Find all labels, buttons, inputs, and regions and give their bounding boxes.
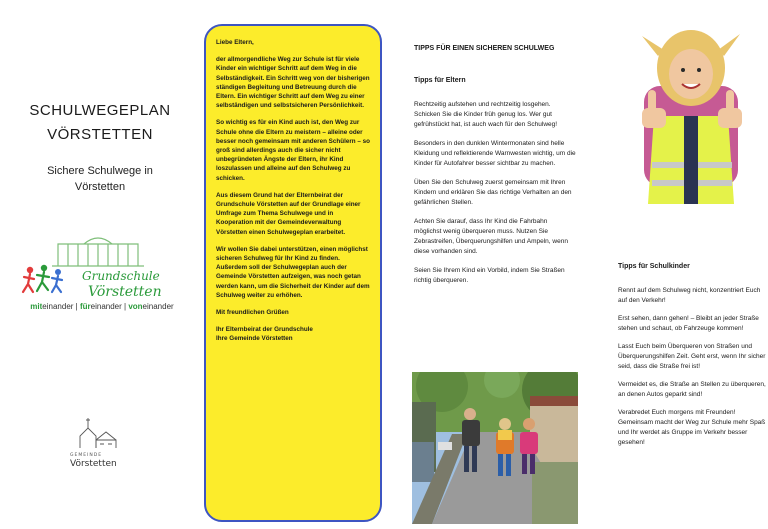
tips-parents-subheading: Tipps für Eltern — [414, 77, 466, 84]
parent-tip-4: Achten Sie darauf, dass Ihr Kind die Fahrbahn möglichst wenig überqueren muss. Nutzen Sie Zebrastreifen, Überquerungshilfen und Ampeln, wenn diese vorhanden sind. — [414, 218, 568, 255]
child-tip-3: Lasst Euch beim Überqueren von Straßen und Überquerungshilfen Zeit. Geht erst, wenn Ihr sicher seid, dass die Straße frei ist! — [618, 343, 766, 370]
child-tip-4: Vermeidet es, die Straße an Stellen zu überqueren, an denen Autos geparkt sind! — [618, 381, 766, 398]
cover-subtitle-line2: Vörstetten — [74, 181, 126, 193]
child-tip-1: Rennt auf dem Schulweg nicht, konzentriert Euch auf den Verkehr! — [618, 287, 761, 304]
letter-greeting: Liebe Eltern, — [216, 39, 254, 46]
cover-panel — [0, 0, 200, 529]
tips-children-panel — [606, 0, 768, 529]
tips-children-heading: Tipps für Schulkinder — [618, 263, 690, 270]
parent-tip-2: Besonders in den dunklen Wintermonaten sind helle Kleidung und reflektierende Warnwesten wichtig, um die Kinder für Autofahrer besser sichtbar zu machen. — [414, 140, 576, 167]
letter-paragraph-1: der allmorgendliche Weg zur Schule ist für viele Kinder ein wichtiger Schritt auf dem Weg in die Selbständigkeit. Ein Schritt weg von der bisherigen ständigen Begleitung und Betreuung durch die Eltern. Ein wichtiger Schritt auf dem Weg zu einer selbständigen und selbstsicheren Persönlichkeit. — [216, 56, 370, 110]
school-tagline: miteinander | füreinander | voneinander — [30, 302, 174, 311]
town-logo-name: Vörstetten — [70, 459, 117, 469]
cover-subtitle-line1: Sichere Schulwege in — [47, 165, 153, 177]
cover-title-line1: SCHULWEGEPLAN — [29, 102, 171, 119]
town-logo — [70, 410, 150, 470]
letter-paragraph-2: So wichtig es für ein Kind auch ist, den Weg zur Schule ohne die Eltern zu meistern – alleine oder besser noch gemeinsam mit anderen Schülern – so groß sind allerdings auch die sicher nicht unbegründeten Ängste der Eltern, ihr Kind loszulassen und alleine auf den Schulweg zu schicken. — [216, 119, 370, 182]
child-tip-2: Erst sehen, dann gehen! – Bleibt an jeder Straße stehen und schaut, ob Fahrzeuge kommen! — [618, 315, 759, 332]
children-walking-photo — [412, 372, 578, 524]
school-logo-text-1: Grundschule — [82, 269, 160, 283]
parent-letter-box — [204, 24, 382, 522]
school-logo-text-2: Vörstetten — [88, 284, 162, 300]
cover-title-line2: VÖRSTETTEN — [47, 126, 153, 143]
letter-paragraph-3: Aus diesem Grund hat der Elternbeirat der Grundschule Vörstetten auf der Grundlage einer Umfrage zum Thema Schulwege und in Kooperation mit der Gemeindeverwaltung Vörstetten einen Schulwegeplan erarbeitet. — [216, 191, 361, 236]
parent-tip-3: Üben Sie den Schulweg zuerst gemeinsam mit Ihren Kindern und erklären Sie das richtige Verhalten an den gefährlichen Stellen. — [414, 179, 572, 206]
town-logo-small: GEMEINDE — [70, 453, 103, 458]
tips-heading: TIPPS FÜR EINEN SICHEREN SCHULWEG — [414, 45, 555, 52]
girl-thumbs-up-photo — [614, 16, 768, 204]
tips-parents-panel — [412, 0, 578, 529]
child-tip-5: Verabredet Euch morgens mit Freunden! Gemeinsam macht der Weg zur Schule mehr Spaß und Ihr werdet als Gruppe im Verkehr besser gesehen! — [618, 409, 766, 446]
letter-paragraph-4: Wir wollen Sie dabei unterstützen, einen möglichst sicheren Schulweg für Ihr Kind zu finden. Außerdem soll der Schulwegeplan auch der Gemeinde Vörstetten aufzeigen, was noch getan werden kann, um die Sicherheit der Kinder auf dem Schulweg weiter zu erhöhen. — [216, 245, 370, 299]
letter-signature-2: Ihre Gemeinde Vörstetten — [216, 335, 293, 343]
letter-signature-1: Ihr Elternbeirat der Grundschule — [216, 326, 313, 334]
parent-tip-5: Seien Sie Ihrem Kind ein Vorbild, indem Sie Straßen richtig überqueren. — [414, 267, 565, 284]
parent-tip-1: Rechtzeitig aufstehen und rechtzeitig losgehen. Schicken Sie die Kinder früh genug los. Wer gut gefrühstückt hat, ist auch wach für den Schulweg! — [414, 101, 558, 128]
letter-closing: Mit freundlichen Grüßen — [216, 309, 289, 317]
